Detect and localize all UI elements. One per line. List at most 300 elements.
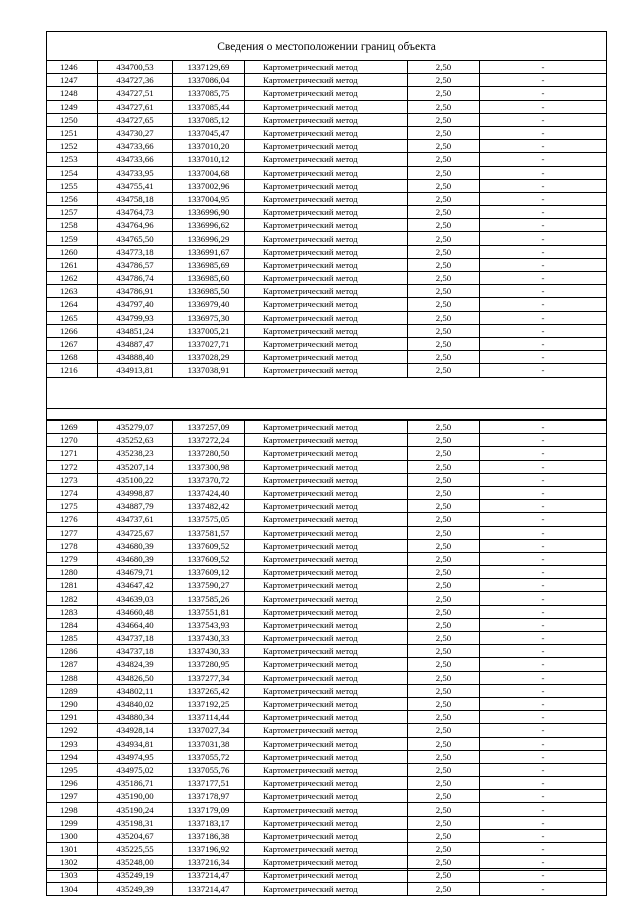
point-number-cell: 1247 xyxy=(47,74,98,87)
point-number-cell: 1267 xyxy=(47,337,98,350)
method-cell: Картометрический метод xyxy=(245,632,408,645)
method-cell: Картометрический метод xyxy=(245,166,408,179)
remark-cell: - xyxy=(480,245,607,258)
point-number-cell: 1277 xyxy=(47,526,98,539)
x-coordinate-cell: 434880,34 xyxy=(98,711,173,724)
point-number-cell: 1295 xyxy=(47,763,98,776)
x-coordinate-cell: 434786,91 xyxy=(98,285,173,298)
x-coordinate-cell: 434639,03 xyxy=(98,592,173,605)
y-coordinate-cell: 1337177,51 xyxy=(173,777,245,790)
table-row xyxy=(47,61,607,74)
table-row xyxy=(47,447,607,460)
x-coordinate-cell: 434797,40 xyxy=(98,298,173,311)
point-number-cell: 1259 xyxy=(47,232,98,245)
y-coordinate-cell: 1337543,93 xyxy=(173,618,245,631)
y-coordinate-cell: 1337183,17 xyxy=(173,816,245,829)
remark-cell: - xyxy=(480,711,607,724)
method-cell: Картометрический метод xyxy=(245,219,408,232)
table-row xyxy=(47,421,607,434)
table-row xyxy=(47,473,607,486)
x-coordinate-cell: 435100,22 xyxy=(98,473,173,486)
table-row xyxy=(47,658,607,671)
remark-cell: - xyxy=(480,192,607,205)
x-coordinate-cell: 435238,23 xyxy=(98,447,173,460)
method-cell: Картометрический метод xyxy=(245,272,408,285)
x-coordinate-cell: 434737,18 xyxy=(98,632,173,645)
precision-cell: 2,50 xyxy=(408,364,480,377)
remark-cell: - xyxy=(480,311,607,324)
remark-cell: - xyxy=(480,364,607,377)
y-coordinate-cell: 1337424,40 xyxy=(173,486,245,499)
precision-cell: 2,50 xyxy=(408,645,480,658)
x-coordinate-cell: 434913,81 xyxy=(98,364,173,377)
precision-cell: 2,50 xyxy=(408,100,480,113)
y-coordinate-cell: 1336985,60 xyxy=(173,272,245,285)
precision-cell: 2,50 xyxy=(408,460,480,473)
x-coordinate-cell: 434887,47 xyxy=(98,337,173,350)
precision-cell: 2,50 xyxy=(408,421,480,434)
remark-cell: - xyxy=(480,882,607,895)
remark-cell: - xyxy=(480,816,607,829)
method-cell: Картометрический метод xyxy=(245,100,408,113)
remark-cell: - xyxy=(480,552,607,565)
x-coordinate-cell: 434802,11 xyxy=(98,684,173,697)
precision-cell: 2,50 xyxy=(408,153,480,166)
table-row xyxy=(47,232,607,245)
document-frame xyxy=(46,31,607,894)
remark-cell: - xyxy=(480,605,607,618)
point-number-cell: 1272 xyxy=(47,460,98,473)
remark-cell: - xyxy=(480,632,607,645)
y-coordinate-cell: 1337114,44 xyxy=(173,711,245,724)
x-coordinate-cell: 434824,39 xyxy=(98,658,173,671)
y-coordinate-cell: 1337004,95 xyxy=(173,192,245,205)
table-row xyxy=(47,258,607,271)
method-cell: Картометрический метод xyxy=(245,232,408,245)
point-number-cell: 1287 xyxy=(47,658,98,671)
x-coordinate-cell: 435249,39 xyxy=(98,882,173,895)
point-number-cell: 1294 xyxy=(47,750,98,763)
table-row xyxy=(47,87,607,100)
point-number-cell: 1283 xyxy=(47,605,98,618)
table-row xyxy=(47,711,607,724)
table-row xyxy=(47,179,607,192)
x-coordinate-cell: 434786,74 xyxy=(98,272,173,285)
method-cell: Картометрический метод xyxy=(245,486,408,499)
point-number-cell: 1302 xyxy=(47,856,98,869)
y-coordinate-cell: 1337277,34 xyxy=(173,671,245,684)
method-cell: Картометрический метод xyxy=(245,206,408,219)
coordinates-table-2 xyxy=(46,420,607,896)
y-coordinate-cell: 1337280,95 xyxy=(173,658,245,671)
point-number-cell: 1274 xyxy=(47,486,98,499)
y-coordinate-cell: 1337581,57 xyxy=(173,526,245,539)
x-coordinate-cell: 435198,31 xyxy=(98,816,173,829)
y-coordinate-cell: 1336996,90 xyxy=(173,206,245,219)
remark-cell: - xyxy=(480,206,607,219)
y-coordinate-cell: 1337038,91 xyxy=(173,364,245,377)
method-cell: Картометрический метод xyxy=(245,658,408,671)
remark-cell: - xyxy=(480,671,607,684)
table-row xyxy=(47,153,607,166)
precision-cell: 2,50 xyxy=(408,856,480,869)
point-number-cell: 1279 xyxy=(47,552,98,565)
point-number-cell: 1269 xyxy=(47,421,98,434)
point-number-cell: 1263 xyxy=(47,285,98,298)
x-coordinate-cell: 434700,53 xyxy=(98,61,173,74)
y-coordinate-cell: 1337129,69 xyxy=(173,61,245,74)
remark-cell: - xyxy=(480,447,607,460)
point-number-cell: 1251 xyxy=(47,126,98,139)
y-coordinate-cell: 1336979,40 xyxy=(173,298,245,311)
remark-cell: - xyxy=(480,126,607,139)
precision-cell: 2,50 xyxy=(408,324,480,337)
method-cell: Картометрический метод xyxy=(245,882,408,895)
precision-cell: 2,50 xyxy=(408,351,480,364)
x-coordinate-cell: 434727,61 xyxy=(98,100,173,113)
y-coordinate-cell: 1336996,29 xyxy=(173,232,245,245)
point-number-cell: 1258 xyxy=(47,219,98,232)
point-number-cell: 1298 xyxy=(47,803,98,816)
precision-cell: 2,50 xyxy=(408,882,480,895)
table-row xyxy=(47,552,607,565)
remark-cell: - xyxy=(480,645,607,658)
point-number-cell: 1266 xyxy=(47,324,98,337)
point-number-cell: 1264 xyxy=(47,298,98,311)
point-number-cell: 1254 xyxy=(47,166,98,179)
method-cell: Картометрический метод xyxy=(245,579,408,592)
table-row xyxy=(47,697,607,710)
y-coordinate-cell: 1337027,34 xyxy=(173,724,245,737)
x-coordinate-cell: 434975,02 xyxy=(98,763,173,776)
y-coordinate-cell: 1337272,24 xyxy=(173,434,245,447)
remark-cell: - xyxy=(480,843,607,856)
remark-cell: - xyxy=(480,790,607,803)
method-cell: Картометрический метод xyxy=(245,460,408,473)
remark-cell: - xyxy=(480,219,607,232)
table-row xyxy=(47,434,607,447)
remark-cell: - xyxy=(480,777,607,790)
point-number-cell: 1256 xyxy=(47,192,98,205)
point-number-cell: 1250 xyxy=(47,113,98,126)
method-cell: Картометрический метод xyxy=(245,311,408,324)
x-coordinate-cell: 434733,66 xyxy=(98,153,173,166)
x-coordinate-cell: 435225,55 xyxy=(98,843,173,856)
method-cell: Картометрический метод xyxy=(245,552,408,565)
remark-cell: - xyxy=(480,763,607,776)
y-coordinate-cell: 1336985,69 xyxy=(173,258,245,271)
method-cell: Картометрический метод xyxy=(245,843,408,856)
remark-cell: - xyxy=(480,856,607,869)
y-coordinate-cell: 1337186,38 xyxy=(173,829,245,842)
remark-cell: - xyxy=(480,179,607,192)
method-cell: Картометрический метод xyxy=(245,434,408,447)
point-number-cell: 1268 xyxy=(47,351,98,364)
method-cell: Картометрический метод xyxy=(245,829,408,842)
point-number-cell: 1299 xyxy=(47,816,98,829)
x-coordinate-cell: 435204,67 xyxy=(98,829,173,842)
y-coordinate-cell: 1337027,71 xyxy=(173,337,245,350)
point-number-cell: 1284 xyxy=(47,618,98,631)
y-coordinate-cell: 1337002,96 xyxy=(173,179,245,192)
method-cell: Картометрический метод xyxy=(245,777,408,790)
point-number-cell: 1257 xyxy=(47,206,98,219)
table-row xyxy=(47,671,607,684)
y-coordinate-cell: 1336991,67 xyxy=(173,245,245,258)
method-cell: Картометрический метод xyxy=(245,816,408,829)
remark-cell: - xyxy=(480,737,607,750)
method-cell: Картометрический метод xyxy=(245,592,408,605)
precision-cell: 2,50 xyxy=(408,671,480,684)
point-number-cell: 1262 xyxy=(47,272,98,285)
table-row xyxy=(47,869,607,882)
x-coordinate-cell: 434733,95 xyxy=(98,166,173,179)
point-number-cell: 1282 xyxy=(47,592,98,605)
y-coordinate-cell: 1337010,12 xyxy=(173,153,245,166)
precision-cell: 2,50 xyxy=(408,526,480,539)
table-row xyxy=(47,539,607,552)
table-row xyxy=(47,192,607,205)
remark-cell: - xyxy=(480,513,607,526)
x-coordinate-cell: 434934,81 xyxy=(98,737,173,750)
precision-cell: 2,50 xyxy=(408,697,480,710)
table-row xyxy=(47,351,607,364)
method-cell: Картометрический метод xyxy=(245,869,408,882)
precision-cell: 2,50 xyxy=(408,87,480,100)
remark-cell: - xyxy=(480,684,607,697)
precision-cell: 2,50 xyxy=(408,552,480,565)
point-number-cell: 1271 xyxy=(47,447,98,460)
method-cell: Картометрический метод xyxy=(245,500,408,513)
y-coordinate-cell: 1337214,47 xyxy=(173,882,245,895)
precision-cell: 2,50 xyxy=(408,434,480,447)
point-number-cell: 1255 xyxy=(47,179,98,192)
x-coordinate-cell: 434660,48 xyxy=(98,605,173,618)
table-row xyxy=(47,618,607,631)
method-cell: Картометрический метод xyxy=(245,724,408,737)
remark-cell: - xyxy=(480,750,607,763)
table-gap xyxy=(47,408,606,420)
y-coordinate-cell: 1337609,52 xyxy=(173,539,245,552)
point-number-cell: 1275 xyxy=(47,500,98,513)
table-row xyxy=(47,219,607,232)
table-row xyxy=(47,166,607,179)
table-row xyxy=(47,74,607,87)
precision-cell: 2,50 xyxy=(408,232,480,245)
method-cell: Картометрический метод xyxy=(245,473,408,486)
precision-cell: 2,50 xyxy=(408,790,480,803)
y-coordinate-cell: 1337086,04 xyxy=(173,74,245,87)
x-coordinate-cell: 434725,67 xyxy=(98,526,173,539)
x-coordinate-cell: 434737,18 xyxy=(98,645,173,658)
precision-cell: 2,50 xyxy=(408,192,480,205)
precision-cell: 2,50 xyxy=(408,592,480,605)
precision-cell: 2,50 xyxy=(408,486,480,499)
remark-cell: - xyxy=(480,869,607,882)
x-coordinate-cell: 434730,27 xyxy=(98,126,173,139)
method-cell: Картометрический метод xyxy=(245,539,408,552)
x-coordinate-cell: 434773,18 xyxy=(98,245,173,258)
precision-cell: 2,50 xyxy=(408,272,480,285)
remark-cell: - xyxy=(480,566,607,579)
remark-cell: - xyxy=(480,618,607,631)
point-number-cell: 1252 xyxy=(47,140,98,153)
table-row xyxy=(47,790,607,803)
precision-cell: 2,50 xyxy=(408,737,480,750)
table-row xyxy=(47,337,607,350)
table-row xyxy=(47,285,607,298)
table-row xyxy=(47,816,607,829)
precision-cell: 2,50 xyxy=(408,869,480,882)
method-cell: Картометрический метод xyxy=(245,421,408,434)
method-cell: Картометрический метод xyxy=(245,140,408,153)
y-coordinate-cell: 1337551,81 xyxy=(173,605,245,618)
y-coordinate-cell: 1337178,97 xyxy=(173,790,245,803)
precision-cell: 2,50 xyxy=(408,500,480,513)
method-cell: Картометрический метод xyxy=(245,61,408,74)
table-row xyxy=(47,566,607,579)
x-coordinate-cell: 434647,42 xyxy=(98,579,173,592)
remark-cell: - xyxy=(480,298,607,311)
x-coordinate-cell: 434888,40 xyxy=(98,351,173,364)
y-coordinate-cell: 1337005,21 xyxy=(173,324,245,337)
method-cell: Картометрический метод xyxy=(245,245,408,258)
method-cell: Картометрический метод xyxy=(245,711,408,724)
x-coordinate-cell: 434764,73 xyxy=(98,206,173,219)
remark-cell: - xyxy=(480,500,607,513)
precision-cell: 2,50 xyxy=(408,61,480,74)
method-cell: Картометрический метод xyxy=(245,618,408,631)
point-number-cell: 1285 xyxy=(47,632,98,645)
x-coordinate-cell: 434786,57 xyxy=(98,258,173,271)
point-number-cell: 1249 xyxy=(47,100,98,113)
point-number-cell: 1273 xyxy=(47,473,98,486)
table-row xyxy=(47,882,607,895)
y-coordinate-cell: 1337590,27 xyxy=(173,579,245,592)
remark-cell: - xyxy=(480,351,607,364)
precision-cell: 2,50 xyxy=(408,206,480,219)
method-cell: Картометрический метод xyxy=(245,179,408,192)
precision-cell: 2,50 xyxy=(408,843,480,856)
remark-cell: - xyxy=(480,337,607,350)
y-coordinate-cell: 1337085,12 xyxy=(173,113,245,126)
x-coordinate-cell: 435207,14 xyxy=(98,460,173,473)
point-number-cell: 1289 xyxy=(47,684,98,697)
table-row xyxy=(47,324,607,337)
point-number-cell: 1278 xyxy=(47,539,98,552)
x-coordinate-cell: 434680,39 xyxy=(98,539,173,552)
x-coordinate-cell: 434826,50 xyxy=(98,671,173,684)
method-cell: Картометрический метод xyxy=(245,192,408,205)
point-number-cell: 1280 xyxy=(47,566,98,579)
y-coordinate-cell: 1337265,42 xyxy=(173,684,245,697)
precision-cell: 2,50 xyxy=(408,337,480,350)
remark-cell: - xyxy=(480,539,607,552)
method-cell: Картометрический метод xyxy=(245,153,408,166)
table-row xyxy=(47,856,607,869)
precision-cell: 2,50 xyxy=(408,473,480,486)
point-number-cell: 1301 xyxy=(47,843,98,856)
precision-cell: 2,50 xyxy=(408,750,480,763)
table-row xyxy=(47,579,607,592)
x-coordinate-cell: 434928,14 xyxy=(98,724,173,737)
point-number-cell: 1248 xyxy=(47,87,98,100)
point-number-cell: 1288 xyxy=(47,671,98,684)
table-row xyxy=(47,140,607,153)
coordinates-table-1 xyxy=(46,60,607,378)
method-cell: Картометрический метод xyxy=(245,790,408,803)
x-coordinate-cell: 434727,51 xyxy=(98,87,173,100)
table-row xyxy=(47,843,607,856)
x-coordinate-cell: 434755,41 xyxy=(98,179,173,192)
table-row xyxy=(47,113,607,126)
y-coordinate-cell: 1337028,29 xyxy=(173,351,245,364)
y-coordinate-cell: 1336975,30 xyxy=(173,311,245,324)
x-coordinate-cell: 434679,71 xyxy=(98,566,173,579)
table-row xyxy=(47,684,607,697)
point-number-cell: 1276 xyxy=(47,513,98,526)
method-cell: Картометрический метод xyxy=(245,737,408,750)
method-cell: Картометрический метод xyxy=(245,566,408,579)
table-row xyxy=(47,100,607,113)
table-row xyxy=(47,592,607,605)
x-coordinate-cell: 434799,93 xyxy=(98,311,173,324)
method-cell: Картометрический метод xyxy=(245,298,408,311)
y-coordinate-cell: 1337370,72 xyxy=(173,473,245,486)
y-coordinate-cell: 1337216,34 xyxy=(173,856,245,869)
remark-cell: - xyxy=(480,473,607,486)
document-title: Сведения о местоположении границ объекта xyxy=(217,41,436,53)
y-coordinate-cell: 1337482,42 xyxy=(173,500,245,513)
precision-cell: 2,50 xyxy=(408,724,480,737)
remark-cell: - xyxy=(480,258,607,271)
remark-cell: - xyxy=(480,421,607,434)
method-cell: Картометрический метод xyxy=(245,74,408,87)
y-coordinate-cell: 1337585,26 xyxy=(173,592,245,605)
method-cell: Картометрический метод xyxy=(245,697,408,710)
table-row xyxy=(47,803,607,816)
remark-cell: - xyxy=(480,829,607,842)
precision-cell: 2,50 xyxy=(408,658,480,671)
precision-cell: 2,50 xyxy=(408,777,480,790)
y-coordinate-cell: 1337430,33 xyxy=(173,632,245,645)
point-number-cell: 1265 xyxy=(47,311,98,324)
precision-cell: 2,50 xyxy=(408,311,480,324)
x-coordinate-cell: 434737,61 xyxy=(98,513,173,526)
precision-cell: 2,50 xyxy=(408,605,480,618)
method-cell: Картометрический метод xyxy=(245,126,408,139)
remark-cell: - xyxy=(480,285,607,298)
table-row xyxy=(47,605,607,618)
table-row xyxy=(47,486,607,499)
precision-cell: 2,50 xyxy=(408,74,480,87)
x-coordinate-cell: 434974,95 xyxy=(98,750,173,763)
point-number-cell: 1246 xyxy=(47,61,98,74)
method-cell: Картометрический метод xyxy=(245,671,408,684)
x-coordinate-cell: 435186,71 xyxy=(98,777,173,790)
y-coordinate-cell: 1337085,44 xyxy=(173,100,245,113)
precision-cell: 2,50 xyxy=(408,618,480,631)
method-cell: Картометрический метод xyxy=(245,447,408,460)
point-number-cell: 1290 xyxy=(47,697,98,710)
point-number-cell: 1286 xyxy=(47,645,98,658)
method-cell: Картометрический метод xyxy=(245,337,408,350)
table-row xyxy=(47,500,607,513)
precision-cell: 2,50 xyxy=(408,447,480,460)
point-number-cell: 1216 xyxy=(47,364,98,377)
method-cell: Картометрический метод xyxy=(245,87,408,100)
method-cell: Картометрический метод xyxy=(245,645,408,658)
